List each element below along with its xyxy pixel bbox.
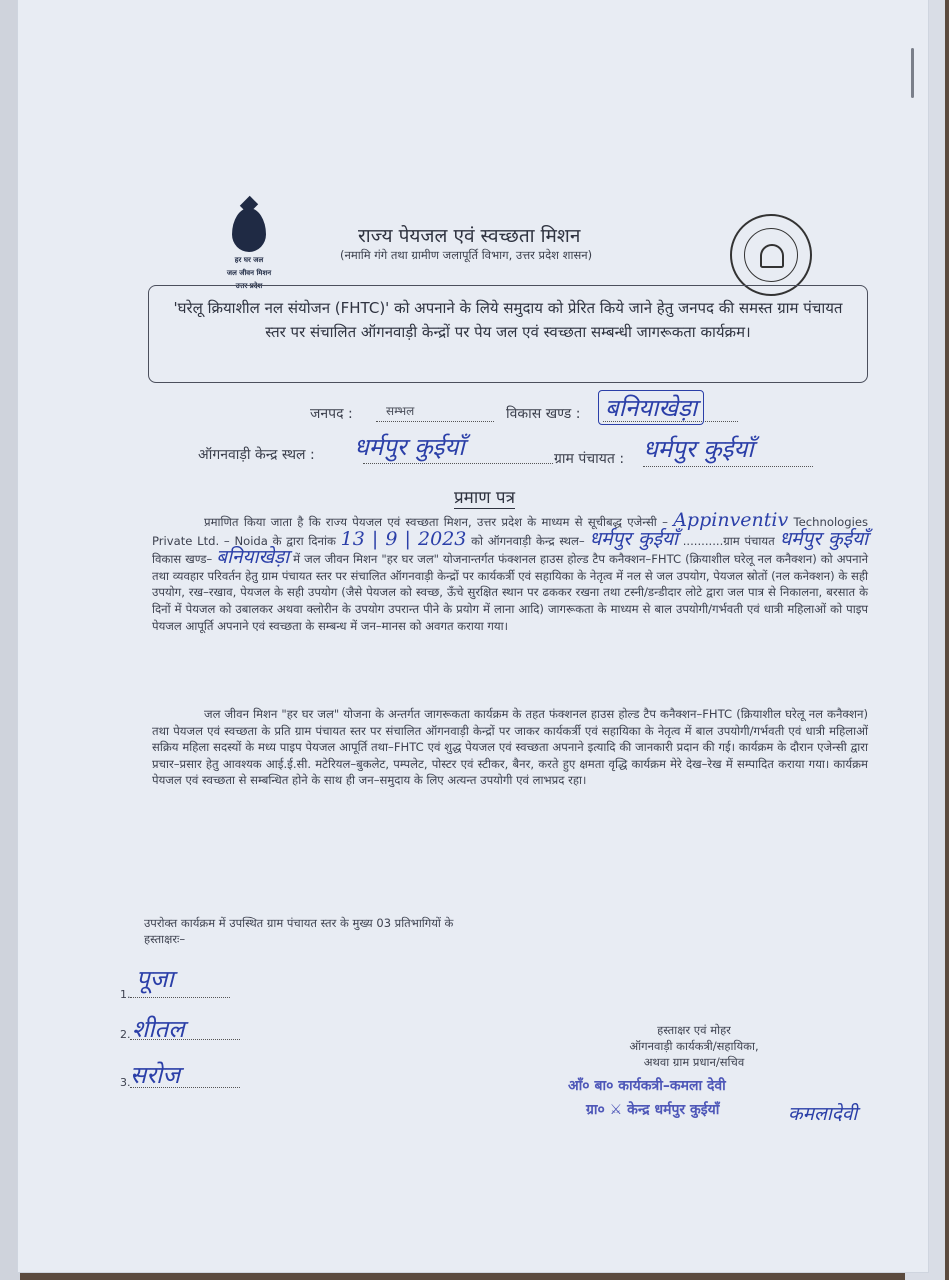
participants-line-2: हस्ताक्षरः– xyxy=(144,932,186,946)
p1-part-e: विकास खण्ड– xyxy=(152,552,213,567)
district-label: जनपद : xyxy=(310,406,353,422)
p1-part-f: में जल जीवन मिशन "हर घर जल" योजनान्तर्गत फंक्शनल हाउस होल्ड टैप कनैक्शन–FHTC (क्रियाशील घरेलू नल कनैक्शन) को अपनाने तथा व्यवहार परिवर्तन हेतु ग्राम पंचायत स्तर पर संचालित ऑगनवाड़ी केन्द्रों पर कार्यकर्त्री एवं सहायिका के नेतृत्व में नल से जल उपयोग, पेयजल स्रोतों (नल कनेक्शन) के सही उपयोग, रख–रखाव, पेयजल के सही उपयोग (जैसे पेयजल को स्वच्छ, ऊँचे सुरक्षित स्थान पर ढककर रखना तथा टस्नी/डन्डीदार लोटे द्वारा जल पात्र से निकालना, बरसात के दिनों में पेयजल को उबालकर अथवा क्लोरीन के उपयोग उपरान्त पीने के प्रयोग में लाना आदि) जागरूकता के माध्यम से बाल उपयोगी/गर्भवती एवं धात्री महिलाओं को पाइप पेयजल आपूर्ति अपनाने एवं स्वच्छता के सम्बन्ध में जन–मानस को अवगत कराया गया। xyxy=(152,552,869,633)
place-hand: धर्मपुर कुईयाँ xyxy=(589,527,678,550)
anganwadi-signature: कमलादेवी xyxy=(788,1103,858,1125)
participant-1-dots xyxy=(130,996,230,998)
har-ghar-jal-logo xyxy=(218,208,280,291)
agency-hand: Appinventiv xyxy=(673,509,789,531)
participant-2-signature: शीतल xyxy=(132,1015,185,1043)
sign-line-3: अथवा ग्राम प्रधान/सचिव xyxy=(643,1055,745,1069)
certificate-title: प्रमाण पत्र xyxy=(454,485,515,509)
sign-block xyxy=(604,1022,784,1070)
sign-line-2: ऑगनवाड़ी कार्यकत्री/सहायिका, xyxy=(629,1039,759,1053)
mission-subtitle: (नमामि गंगे तथा ग्रामीण जलापूर्ति विभाग, उत्तर प्रदेश शासन) xyxy=(340,248,593,262)
participant-3-num: 3. xyxy=(120,1076,131,1089)
stamp-line-1: आँ० बा० कार्यकत्री–कमला देवी xyxy=(568,1078,726,1094)
logo-text-2: जल जीवन मिशन xyxy=(226,269,272,277)
participant-1-signature: पूजा xyxy=(136,965,174,993)
panchayat-hand: धर्मपुर कुईयाँ xyxy=(779,527,869,550)
paper-edge-left xyxy=(0,0,20,1280)
body-paragraph-2 xyxy=(152,706,868,789)
participant-1-num: 1. xyxy=(120,988,131,1001)
district-value: सम्भल xyxy=(386,404,415,418)
mission-title: राज्य पेयजल एवं स्वच्छता मिशन xyxy=(358,225,581,247)
p1-part-a: प्रमाणित किया जाता है कि राज्य पेयजल एवं स्वच्छता मिशन, उत्तर प्रदेश के माध्यम से सूचीबद्ध एजेन्सी – xyxy=(204,515,668,529)
participant-2-dots xyxy=(130,1038,240,1040)
p1-part-d: ...........ग्राम पंचायत xyxy=(682,533,775,548)
block-value: बनियाखेड़ा xyxy=(598,390,704,425)
participant-3-dots xyxy=(130,1086,240,1088)
document-page xyxy=(18,0,928,1272)
sign-line-1: हस्ताक्षर एवं मोहर xyxy=(657,1023,731,1037)
p1-part-c: को ऑगनवाड़ी केन्द्र स्थल– xyxy=(471,533,585,548)
centre-label: ऑगनवाड़ी केन्द्र स्थल : xyxy=(198,447,315,463)
district-dots xyxy=(376,420,494,422)
participants-line-1: उपरोक्त कार्यक्रम में उपस्थित ग्राम पंचायत स्तर के मुख्य 03 प्रतिभागियों के xyxy=(144,916,454,930)
date-hand: 13 | 9 | 2023 xyxy=(340,527,467,550)
up-state-seal-icon xyxy=(730,214,812,296)
logo-text-1: हर घर जल xyxy=(234,256,264,264)
staple xyxy=(911,48,914,98)
stamp-line-2: ग्रा० ⚔ केन्द्र धर्मपुर कुईयाँ xyxy=(586,1102,720,1118)
logo-text-3: उत्तर प्रदेश xyxy=(235,282,263,290)
panchayat-label: ग्राम पंचायत : xyxy=(554,451,625,467)
program-box: 'घरेलू क्रियाशील नल संयोजन (FHTC)' को अपनाने के लिये समुदाय को प्रेरित किये जाने हेतु जनपद की समस्त ग्राम पंचायत स्तर पर संचालित ऑगनवाड़ी केन्द्रों पर पेय जल एवं स्वच्छता सम्बन्धी जागरूकता कार्यक्रम। xyxy=(148,285,868,383)
p1-part-b: Technologies Private Ltd. – Noida के द्वारा दिनांक xyxy=(152,515,869,548)
block-hand: बनियाखेड़ा xyxy=(216,546,290,569)
block-label: विकास खण्ड : xyxy=(506,406,581,422)
p2-text: जल जीवन मिशन "हर घर जल" योजना के अन्तर्गत जागरूकता कार्यक्रम के तहत फंक्शनल हाउस होल्ड टैप कनैक्शन–FHTC (क्रियाशील घरेलू नल कनैक्शन) तथा पेयजल एवं स्वच्छता के प्रति ग्राम पंचायत स्तर पर संचालित ऑगनवाड़ी केन्द्रों पर जाकर कार्यकर्त्री एवं सहायिका के नेतृत्व में बाल उपयोगी/गर्भवती एवं धात्री महिलाओं सक्रिय महिला सदस्यों के मध्य पाइप पेयजल आपूर्ति तथा–FHTC एवं शुद्ध पेयजल एवं स्वच्छता अपनाने इत्यादि की जानकारी प्रदान की गई। कार्यक्रम के दौरान एजेन्सी द्वारा प्रचार–प्रसार हेतु आवश्यक आई.ई.सी. मटेरियल–बुकलेट, पम्पलेट, पोस्टर एवं स्टीकर, बैनर, करते हुए क्षमता वृद्धि कार्यक्रम मेरे देख–रेख में सम्पादित कराया गया। कार्यक्रम पेयजल एवं स्वच्छता से सम्बन्धित होने के साथ ही जन–समुदाय के लिए अत्यन्त उपयोगी एवं लाभप्रद रहा। xyxy=(152,707,868,788)
panchayat-value: धर्मपुर कुईयाँ xyxy=(643,435,754,463)
participant-2-num: 2. xyxy=(120,1028,131,1041)
participant-3-signature: सरोज xyxy=(130,1061,181,1089)
participants-note xyxy=(144,915,564,947)
centre-value: धर्मपुर कुईयाँ xyxy=(354,433,465,461)
panchayat-dots xyxy=(643,465,813,467)
water-drop-icon xyxy=(232,208,266,252)
body-paragraph-1 xyxy=(152,509,869,634)
